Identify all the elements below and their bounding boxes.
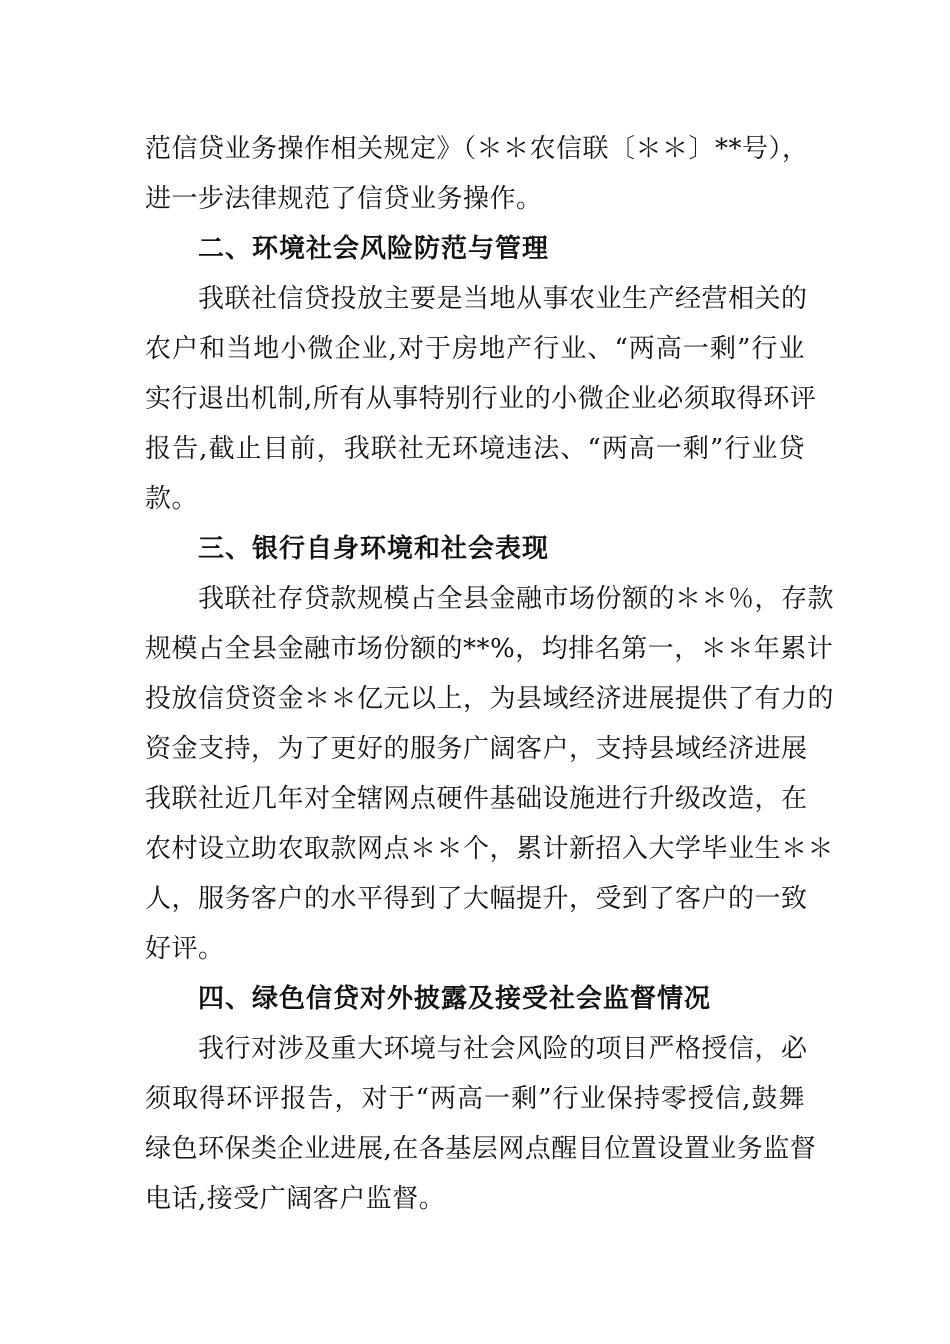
paragraph-line: 须取得环评报告，对于“两高一剩”行业保持零授信,鼓舞 (145, 1084, 805, 1114)
paragraph-line: 电话,接受广阔客户监督。 (145, 1184, 446, 1214)
paragraph-line: 我联社存贷款规模占全县金融市场份额的＊＊％，存款 (198, 584, 835, 614)
paragraph-line: 人，服务客户的水平得到了大幅提升，受到了客户的一致 (145, 884, 808, 914)
section-heading: 四、绿色信贷对外披露及接受社会监督情况 (198, 984, 712, 1014)
paragraph-line: 进一步法律规范了信贷业务操作。 (145, 184, 543, 214)
paragraph-line: 好评。 (145, 934, 225, 964)
paragraph-line: 农村设立助农取款网点＊＊个，累计新招入大学毕业生＊＊ (145, 834, 835, 864)
paragraph-line: 资金支持，为了更好的服务广阔客户，支持县域经济进展 (145, 734, 808, 764)
paragraph-line: 实行退出机制,所有从事特别行业的小微企业必须取得环评 (145, 384, 817, 414)
paragraph-line: 我联社近几年对全辖网点硬件基础设施进行升级改造，在 (145, 784, 808, 814)
paragraph-line: 我联社信贷投放主要是当地从事农业生产经营相关的 (198, 284, 808, 314)
paragraph-line: 范信贷业务操作相关规定》（＊＊农信联〔＊＊〕**号）， (145, 134, 809, 164)
paragraph-line: 绿色环保类企业进展,在各基层网点醒目位置设置业务监督 (145, 1134, 817, 1164)
paragraph-line: 农户和当地小微企业,对于房地产行业、“两高一剩”行业 (145, 334, 805, 364)
section-heading: 三、银行自身环境和社会表现 (198, 534, 550, 564)
paragraph-line: 报告,截止目前，我联社无环境违法、“两高一剩”行业贷 (145, 434, 805, 464)
paragraph-line: 规模占全县金融市场份额的**%，均排名第一，＊＊年累计 (145, 634, 834, 664)
section-heading: 二、环境社会风险防范与管理 (198, 234, 550, 264)
paragraph-line: 我行对涉及重大环境与社会风险的项目严格授信，必 (198, 1034, 808, 1064)
paragraph-line: 款。 (145, 484, 199, 514)
paragraph-line: 投放信贷资金＊＊亿元以上，为县域经济进展提供了有力的 (145, 684, 835, 714)
